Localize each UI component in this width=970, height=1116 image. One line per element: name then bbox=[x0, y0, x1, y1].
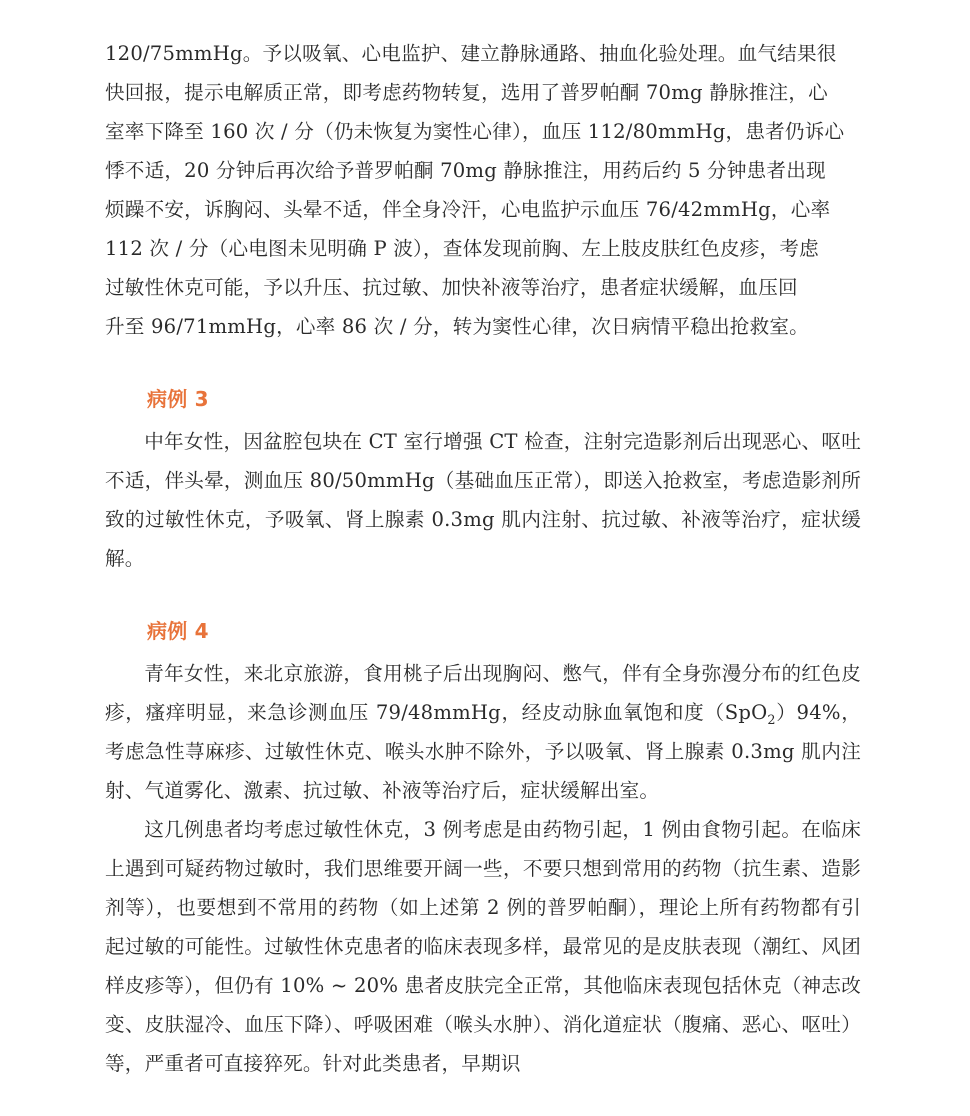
case4-heading: 病例 4 bbox=[147, 619, 209, 643]
case4-text-before-subscript: 青年女性，来北京旅游，食用桃子后出现胸闷、憋气，伴有全身弥漫分布的红色皮疹，瘙痒明显，来急诊测血压 79/48mmHg，经皮动脉血氧饱和度（SpO bbox=[105, 662, 861, 724]
case2-continuation-paragraph bbox=[105, 34, 861, 346]
spo2-subscript: 2 bbox=[767, 712, 776, 728]
text-line: 112 次 / 分（心电图未见明确 P 波），查体发现前胸、左上肢皮肤红色皮疹，考虑 bbox=[105, 237, 819, 260]
case4-paragraph bbox=[105, 654, 861, 810]
text-line: 烦躁不安，诉胸闷、头晕不适，伴全身冷汗，心电监护示血压 76/42mmHg，心率 bbox=[105, 198, 831, 221]
discussion-paragraph: 这几例患者均考虑过敏性休克，3 例考虑是由药物引起，1 例由食物引起。在临床上遇到可疑药物过敏时，我们思维要开阔一些，不要只想到常用的药物（抗生素、造影剂等），也要想到不常用的药物（如上述第 2 例的普罗帕酮），理论上所有药物都有引起过敏的可能性。过敏性休克患者的临床表现多样，最常见的是皮肤表现（潮红、风团样皮疹等），但仍有 10% ~ 20% 患者皮肤完全正常，其他临床表现包括休克（神志改变、皮肤湿冷、血压下降）、呼吸困难（喉头水肿）、消化道症状（腹痛、恶心、呕吐）等，严重者可直接猝死。针对此类患者，早期识 bbox=[105, 818, 861, 1075]
text-line: 悸不适，20 分钟后再次给予普罗帕酮 70mg 静脉推注，用药后约 5 分钟患者出现 bbox=[105, 159, 826, 182]
case3-paragraph: 中年女性，因盆腔包块在 CT 室行增强 CT 检查，注射完造影剂后出现恶心、呕吐不适，伴头晕，测血压 80/50mmHg（基础血压正常），即送入抢救室，考虑造影剂所致的过敏性休克，予吸氧、肾上腺素 0.3mg 肌内注射、抗过敏、补液等治疗，症状缓解。 bbox=[105, 430, 861, 570]
text-line: 室率下降至 160 次 / 分（仍未恢复为窦性心律），血压 112/80mmHg，患者仍诉心 bbox=[105, 120, 845, 143]
case4-text-after-subscript: ）94%，考虑急性荨麻疹、过敏性休克、喉头水肿不除外，予以吸氧、肾上腺素 0.3mg 肌内注射、气道雾化、激素、抗过敏、补液等治疗后，症状缓解出室。 bbox=[105, 701, 861, 802]
text-line: 过敏性休克可能，予以升压、抗过敏、加快补液等治疗，患者症状缓解，血压回 bbox=[105, 276, 798, 299]
text-line: 120/75mmHg。予以吸氧、心电监护、建立静脉通路、抽血化验处理。血气结果很 bbox=[105, 42, 837, 65]
document-page bbox=[105, 34, 861, 1083]
text-line: 快回报，提示电解质正常，即考虑药物转复，选用了普罗帕酮 70mg 静脉推注，心 bbox=[105, 81, 828, 104]
text-line: 升至 96/71mmHg，心率 86 次 / 分，转为窦性心律，次日病情平稳出抢救室。 bbox=[105, 315, 809, 338]
case3-heading: 病例 3 bbox=[147, 387, 209, 411]
